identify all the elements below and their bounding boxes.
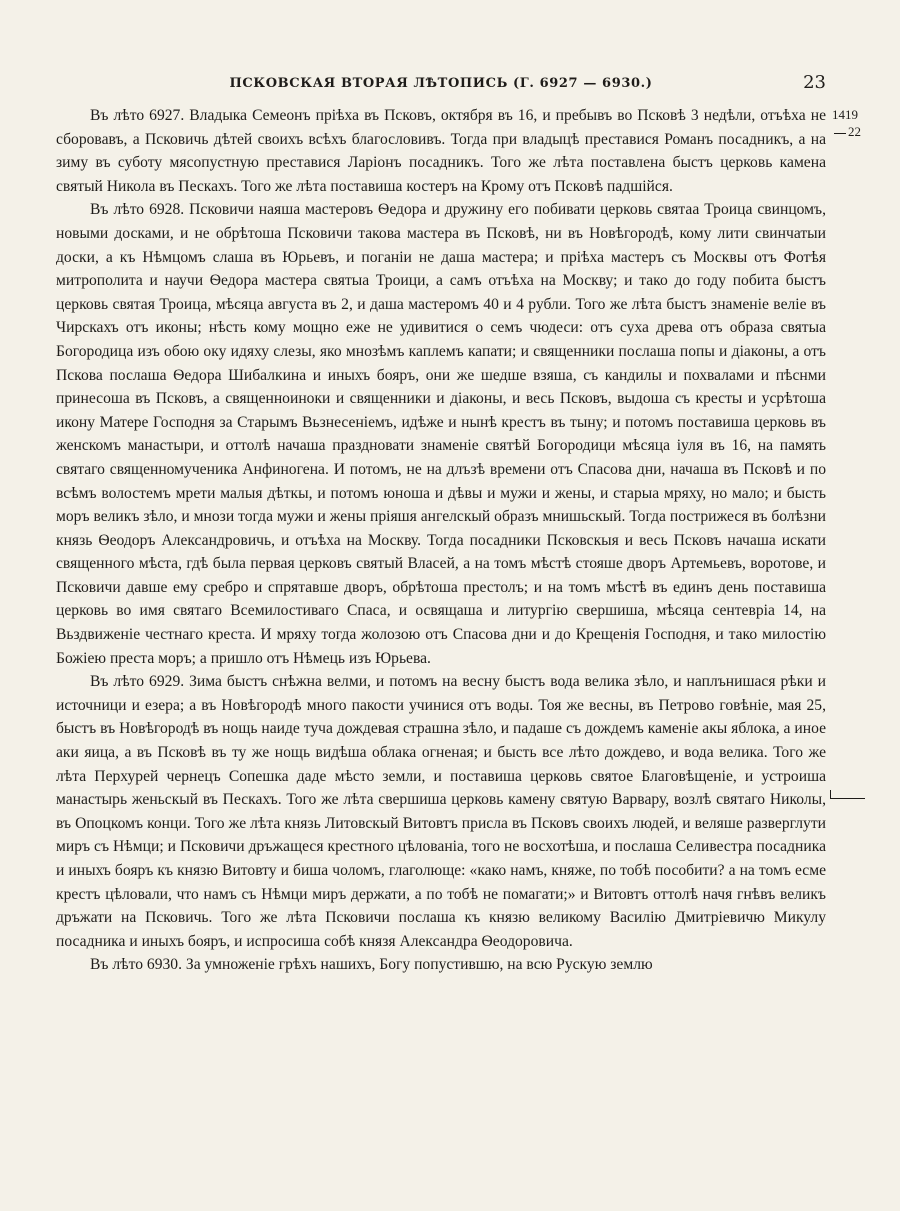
page-number: 23 — [803, 72, 826, 93]
entry-6928: Въ лѣто 6928. Псковичи наяша мастеровъ Ѳедора и дружину его побивати церковь святаа Троица свинцомъ, новыми досками, и не обрѣтоша Псковичи такова мастера въ Псковѣ, ни въ Новѣгородѣ, кому лити свинчатыи доски, а къ Нѣмцомъ слаша въ Юрьевъ, и поганіи не даша мастера; и пріѣха мастеръ съ Москвы отъ Фотѣя митрополита и научи Ѳедора мастера святыа Троици, а самъ отъѣха на Москву; и тако до году побита быстъ церковь святая Троица, мѣсяца августа въ 2, и даша мастеромъ 40 и 4 рубли. Того же лѣта быстъ знаменіе веліе въ Чирскахъ отъ иконы; нѣсть кому мощно еже не удивитися о семъ чюдеси: отъ суха древа отъ образа святыа Богородица изъ обою оку идяху слезы, яко мнозѣмъ каплемъ капати; и священники послаша попы и діаконы, а отъ Пскова послаша Ѳедора Шибалкина и иныхъ бояръ, они же шедше взяша, съ кандилы и похвалами и пѣснми принесоша въ Псковъ, а священноиноки и священники и діаконы, и весь Псковъ, выдоша съ кресты и усрѣтоша икону Матере Господня за Старымъ Вьзнесеніемъ, идѣже и нынѣ крестъ въ тыну; и потомъ поставиша церковь въ женскомъ манастыри, и оттолѣ начаша праздновати знаменіе святѣй Богородици мѣсяца іуля въ 16, на память святаго священномученика Анфиногена. И потомъ, не на длъзѣ времени отъ Спасова дни, начаша въ Псковѣ и по всѣмъ волостемъ мрети малыя дѣткы, и потомъ юноша и дѣвы и мужи и жены, и старыа мряху, но мало; и бысть моръ великъ зѣло, и мнози тогда мужи и жены пріяшя ангелскый образъ мнишьскый. Тогда пострижеся въ болѣзни князь Ѳеодоръ Александровичь, и отъѣха на Москву. Тогда посадники Псковскыя и весь Псковъ начаша искати священного мѣста, гдѣ была первая церковъ святый Власей, а на томъ мѣстѣ стояше дворъ Артемьевъ, воротове, и Псковичи давше ему сребро и спрятавше дворъ, обрѣтоша престолъ; и на томъ мѣстѣ въ единъ день поставиша церковь во имя святаго Всемилостиваго Спаса, и освящаша и литургію свершиша, мѣсяца сентевріа 14, на Вьздвиженіе честнаго креста. И мряху тогда жолозою отъ Спасова дни и до Крещенія Господня, и тако милостію Божіею преста моръ; а пришло отъ Нѣмець изъ Юрьева. — [56, 201, 826, 667]
chronicle-text — [56, 104, 826, 977]
entry-6927: Въ лѣто 6927. Владыка Семеонъ пріѣха въ Псковъ, октября въ 16, и пребывъ во Псковѣ 3 недѣли, отъѣха не сборовавъ, а Псковичь дѣтей своихъ всѣхъ благословивъ. Тогда при владыцѣ преставися Романъ посадникъ, а на зиму въ суботу мясопустную преставися Ларіонъ посадникъ. Того же лѣта поставлена быстъ церковь камена святый Никола въ Пескахъ. Того же лѣта поставиша костеръ на Крому отъ Псковѣ падшійся. — [56, 107, 826, 195]
running-title: ПСКОВСКАЯ ВТОРАЯ ЛѢТОПИСЬ (Г. 6927 — 6930.) — [229, 76, 653, 91]
entry-6929: Въ лѣто 6929. Зима быстъ снѣжна велми, и потомъ на весну быстъ вода велика зѣло, и наплънишася рѣки и источници и езера; а въ Новѣгородѣ много пакости учинися отъ воды. Тоя же весны, въ Петрово говѣніе, мая 25, быстъ въ Новѣгородѣ въ нощь наиде туча дождевая страшна зѣло, и падаше съ дождемъ каменіе акы яблока, а иное аки яица, а въ Псковѣ въ ту же нощь видѣша облака огненая; и бысть все лѣто дождево, и вода велика. Того же лѣта Перхурей чернецъ Сопешка даде мѣсто земли, и поставиша церковь святое Благовѣщеніе, и устроиша манастырь женьскый въ Пескахъ. Того же лѣта свершиша церковь камену святую Варвару, возлѣ святаго Николы, въ Опоцкомъ конци. Того же лѣта князь Литовскый Витовтъ присла въ Псковъ своихъ людей, и веляше разверглути миръ съ Нѣмци; и Псковичи дръжащеся крестного цѣлованіа, того не восхотѣша, и послаша Селивестра посадника и иныхъ бояръ къ князю Витовту и биша чоломъ, глаголюще: «како намъ, княже, по тобѣ пособити? а на томъ есме крестъ цѣловали, что намъ съ Нѣмци миръ держати, а по тобѣ не помагати;» и Витовтъ оттолѣ начя гнѣвъ великъ дръжати на Псковичь. Того же лѣта Псковичи послаша къ князю великому Василію Дмитріевичю Микулу посадника и иныхъ бояръ, и испросиша собѣ князя Александра Ѳеодоровича. — [56, 673, 826, 950]
margin-year-suffix-note: 22 — [834, 124, 861, 140]
page-header — [56, 72, 826, 98]
entry-6930: Въ лѣто 6930. За умноженіе грѣхъ нашихъ, Богу попустившю, на всю Рускую землю — [90, 956, 653, 974]
margin-year-note: 1419 — [832, 107, 858, 122]
margin-bracket-mark — [830, 790, 865, 799]
